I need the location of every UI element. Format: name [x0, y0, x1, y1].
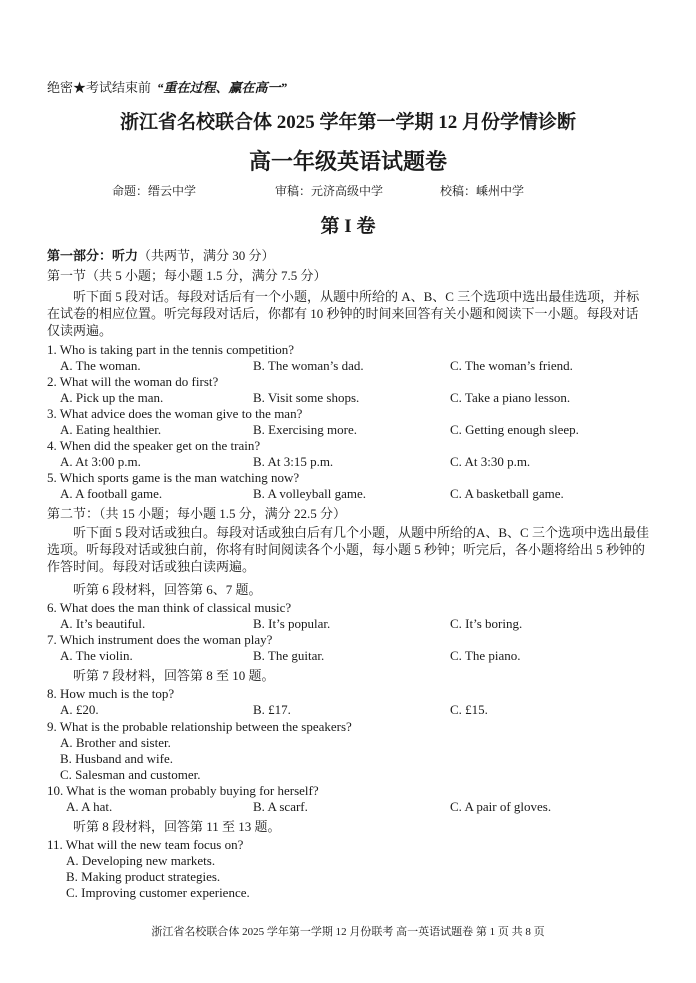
q10-option-c: C. A pair of gloves. [450, 799, 552, 814]
q5-option-c: C. A basketball game. [450, 486, 564, 501]
q5-option-a: A. A football game. [60, 486, 163, 501]
question-8: 8. How much is the top? [47, 686, 175, 701]
q1-option-b: B. The woman’s dad. [253, 358, 364, 373]
secret-label: 绝密★考试结束前 [47, 80, 152, 95]
page-footer: 浙江省名校联合体 2025 学年第一学期 12 月份联考 高一英语试题卷 第 1 页 共 8 页 [151, 926, 545, 938]
q6-option-b: B. It’s popular. [253, 616, 331, 631]
material-7-note: 听第 7 段材料，回答第 8 至 10 题。 [73, 668, 275, 683]
q10-option-b: B. A scarf. [253, 799, 308, 814]
question-11: 11. What will the new team focus on? [47, 837, 244, 852]
question-6: 6. What does the man think of classical music? [47, 600, 292, 615]
q11-option-a: A. Developing new markets. [66, 853, 216, 868]
q9-option-b: B. Husband and wife. [60, 751, 174, 766]
q7-option-c: C. The piano. [450, 648, 521, 663]
exam-title: 浙江省名校联合体 2025 学年第一学期 12 月份学情诊断 [119, 112, 576, 133]
q6-option-a: A. It’s beautiful. [60, 616, 146, 631]
material-8-note: 听第 8 段材料，回答第 11 至 13 题。 [73, 819, 281, 834]
q4-option-b: B. At 3:15 p.m. [253, 454, 334, 469]
q11-option-b: B. Making product strategies. [66, 869, 221, 884]
q7-option-a: A. The violin. [60, 648, 133, 663]
slogan: “重在过程、赢在高一” [157, 80, 288, 95]
question-9: 9. What is the probable relationship between the speakers? [47, 719, 352, 734]
q4-option-a: A. At 3:00 p.m. [60, 454, 141, 469]
reviewer: 审稿：元济高级中学 [275, 184, 384, 198]
q2-option-a: A. Pick up the man. [60, 390, 164, 405]
q8-option-c: C. £15. [450, 702, 488, 717]
q9-option-c: C. Salesman and customer. [60, 767, 201, 782]
q3-option-c: C. Getting enough sleep. [450, 422, 579, 437]
material-6-note: 听第 6 段材料，回答第 6、7 题。 [73, 582, 262, 597]
volume-title: 第 I 卷 [320, 216, 376, 237]
part1-heading-note: （共两节，满分 30 分） [138, 248, 275, 263]
question-4: 4. When did the speaker get on the train? [47, 438, 261, 453]
section2-heading: 第二节：（共 15 小题；每小题 1.5 分，满分 22.5 分） [47, 506, 347, 521]
section1-instructions: 听下面 5 段对话。每段对话后有一个小题，从题中所给的 A、B、C 三个选项中选出最佳选项，并标在试卷的相应位置。听完每段对话后，你都有 10 秒钟的时间来回答有关小题和阅读下一小题。每段对话仅读两遍。 [47, 289, 640, 338]
q1-option-c: C. The woman’s friend. [450, 358, 573, 373]
part1-heading [47, 248, 275, 264]
proofreader: 校稿：嵊州中学 [440, 184, 525, 198]
question-2: 2. What will the woman do first? [47, 374, 219, 389]
q10-option-a: A. A hat. [66, 799, 113, 814]
question-3: 3. What advice does the woman give to the man? [47, 406, 303, 421]
q2-option-b: B. Visit some shops. [253, 390, 360, 405]
q9-option-a: A. Brother and sister. [60, 735, 171, 750]
q11-option-c: C. Improving customer experience. [66, 885, 250, 900]
q3-option-a: A. Eating healthier. [60, 422, 162, 437]
section2-instructions: 听下面 5 段对话或独白。每段对话或独白后有几个小题，从题中所给的A、B、C 三个选项中选出最佳选项。听每段对话或独白前，你将有时间阅读各个小题，每小题 5 秒钟；听完后，各小题将给出 5 秒钟的作答时间。每段对话或独白读两遍。 [47, 525, 649, 574]
exam-subtitle: 高一年级英语试题卷 [248, 149, 447, 174]
q7-option-b: B. The guitar. [253, 648, 325, 663]
q8-option-b: B. £17. [253, 702, 291, 717]
q8-option-a: A. £20. [60, 702, 99, 717]
q4-option-c: C. At 3:30 p.m. [450, 454, 531, 469]
question-10: 10. What is the woman probably buying for herself? [47, 783, 319, 798]
setter: 命题：缙云中学 [112, 184, 197, 198]
q5-option-b: B. A volleyball game. [253, 486, 367, 501]
question-7: 7. Which instrument does the woman play? [47, 632, 273, 647]
q6-option-c: C. It’s boring. [450, 616, 523, 631]
section1-heading: 第一节（共 5 小题；每小题 1.5 分，满分 7.5 分） [47, 268, 327, 283]
question-5: 5. Which sports game is the man watching now? [47, 470, 300, 485]
q1-option-a: A. The woman. [60, 358, 141, 373]
question-1: 1. Who is taking part in the tennis competition? [47, 342, 295, 357]
q3-option-b: B. Exercising more. [253, 422, 357, 437]
part1-heading-label: 第一部分：听力 [47, 248, 139, 263]
q2-option-c: C. Take a piano lesson. [450, 390, 571, 405]
header-secret-line [47, 77, 287, 96]
